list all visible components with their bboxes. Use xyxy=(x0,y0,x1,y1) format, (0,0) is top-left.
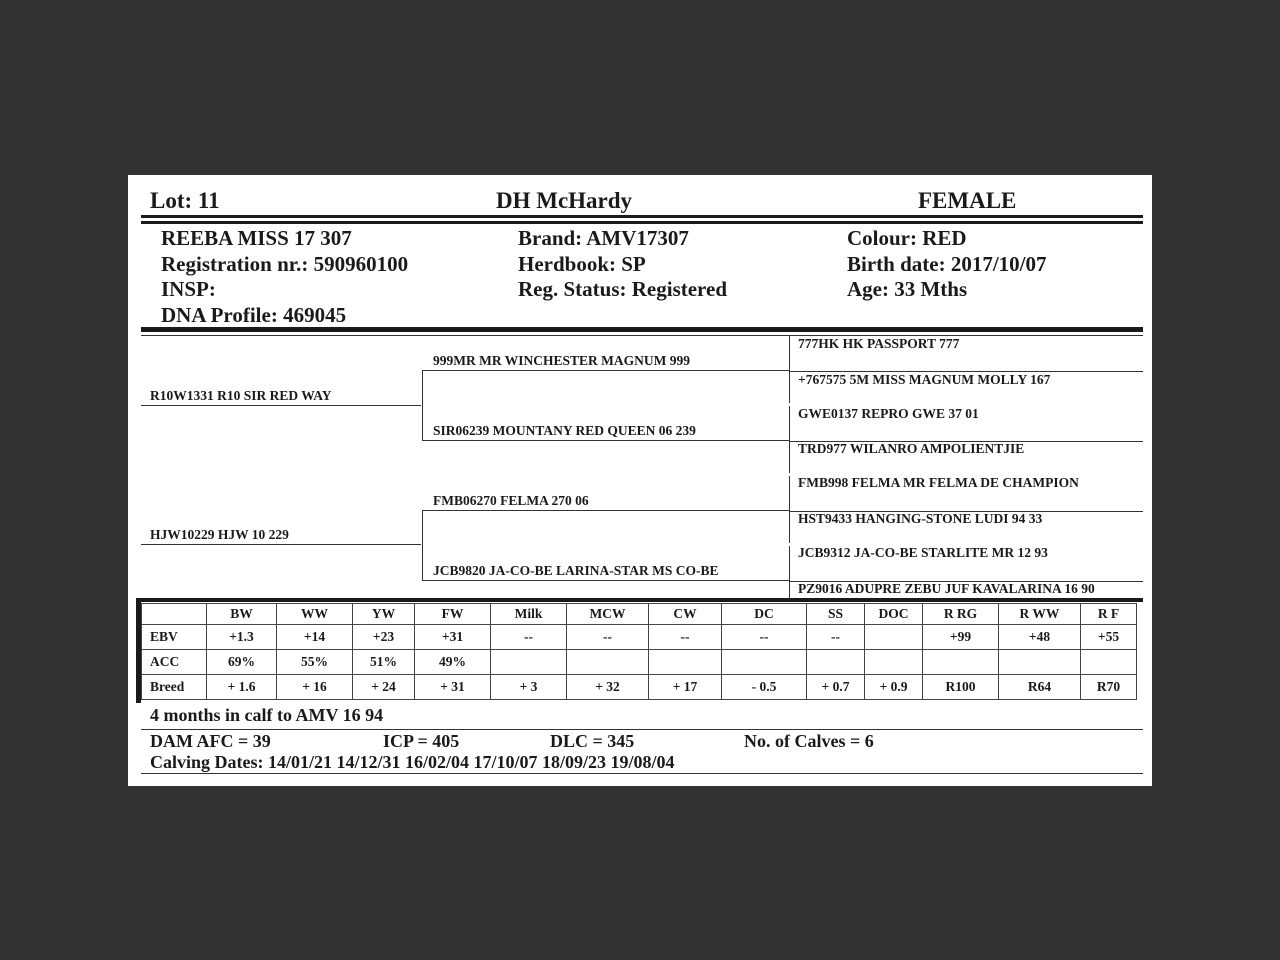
table-cell: R64 xyxy=(999,675,1081,700)
table-cell xyxy=(649,650,722,675)
table-cell xyxy=(865,650,923,675)
header-cell: R WW xyxy=(999,604,1081,625)
birth-date: Birth date: 2017/10/07 xyxy=(847,252,1047,276)
header-cell: R RG xyxy=(923,604,999,625)
table-cell: -- xyxy=(722,625,807,650)
gg-bracket-1 xyxy=(789,336,790,403)
table-cell: -- xyxy=(491,625,567,650)
dam-name: HJW10229 HJW 10 229 xyxy=(150,527,289,542)
ebv-header-row xyxy=(142,604,1137,625)
table-cell: +14 xyxy=(277,625,353,650)
calves-count: No. of Calves = 6 xyxy=(744,731,874,751)
gg-name-3: GWE0137 REPRO GWE 37 01 xyxy=(798,406,979,421)
gg-name-8: PZ9016 ADUPRE ZEBU JUF KAVALARINA 16 90 xyxy=(798,581,1095,596)
table-cell: +48 xyxy=(999,625,1081,650)
table-cell xyxy=(722,650,807,675)
table-cell: + 0.9 xyxy=(865,675,923,700)
row-label: ACC xyxy=(142,650,207,675)
table-row-breed xyxy=(142,675,1137,700)
table-cell xyxy=(567,650,649,675)
registration-number: Registration nr.: 590960100 xyxy=(161,252,409,276)
gg-name-2: +767575 5M MISS MAGNUM MOLLY 167 xyxy=(798,372,1051,387)
info-rule xyxy=(141,327,1143,332)
gg-bracket-2 xyxy=(789,406,790,473)
header-cell: YW xyxy=(353,604,415,625)
table-cell: + 24 xyxy=(353,675,415,700)
lot-card xyxy=(128,175,1152,786)
dam-line xyxy=(141,544,421,545)
dam-sire-line xyxy=(422,510,789,511)
lot-number: Lot: 11 xyxy=(150,188,220,213)
age: Age: 33 Mths xyxy=(847,277,968,301)
dam-dam-line xyxy=(422,580,789,581)
header-cell xyxy=(142,604,207,625)
header-cell: WW xyxy=(277,604,353,625)
table-cell: +99 xyxy=(923,625,999,650)
dam-sire-name: FMB06270 FELMA 270 06 xyxy=(433,493,589,508)
dlc: DLC = 345 xyxy=(550,731,635,751)
table-row-ebv xyxy=(142,625,1137,650)
header-cell: CW xyxy=(649,604,722,625)
table-cell xyxy=(999,650,1081,675)
table-cell: 51% xyxy=(353,650,415,675)
brand: Brand: AMV17307 xyxy=(518,226,689,250)
header-cell: BW xyxy=(207,604,277,625)
header-cell: DOC xyxy=(865,604,923,625)
row-label: EBV xyxy=(142,625,207,650)
table-cell xyxy=(923,650,999,675)
gg-name-4: TRD977 WILANRO AMPOLIENTJIE xyxy=(798,441,1025,456)
table-cell: +55 xyxy=(1081,625,1137,650)
row-label: Breed xyxy=(142,675,207,700)
table-cell xyxy=(807,650,865,675)
header-cell: Milk xyxy=(491,604,567,625)
header-cell: DC xyxy=(722,604,807,625)
table-cell: 55% xyxy=(277,650,353,675)
card-bottom-rule xyxy=(141,773,1143,774)
table-cell xyxy=(865,625,923,650)
dam-afc: DAM AFC = 39 xyxy=(150,731,271,751)
table-cell: -- xyxy=(649,625,722,650)
table-cell: + 17 xyxy=(649,675,722,700)
sire-dam-name: SIR06239 MOUNTANY RED QUEEN 06 239 xyxy=(433,423,696,438)
sire-name: R10W1331 R10 SIR RED WAY xyxy=(150,388,332,403)
sire-sire-name: 999MR MR WINCHESTER MAGNUM 999 xyxy=(433,353,690,368)
table-cell xyxy=(1081,650,1137,675)
ebv-table xyxy=(141,603,1137,700)
sire-dam-line xyxy=(422,440,789,441)
sire-sire-line xyxy=(422,370,789,371)
breeder-name: DH McHardy xyxy=(496,188,633,213)
dam-dam-name: JCB9820 JA-CO-BE LARINA-STAR MS CO-BE xyxy=(433,563,719,578)
gg-bracket-3 xyxy=(789,476,790,543)
table-cell: + 3 xyxy=(491,675,567,700)
gg-name-1: 777HK HK PASSPORT 777 xyxy=(798,336,960,351)
sex-label: FEMALE xyxy=(918,188,1017,213)
header-cell: FW xyxy=(415,604,491,625)
gg-name-7: JCB9312 JA-CO-BE STARLITE MR 12 93 xyxy=(798,545,1048,560)
gg-bracket-4 xyxy=(789,546,790,598)
gg-name-6: HST9433 HANGING-STONE LUDI 94 33 xyxy=(798,511,1043,526)
table-cell: -- xyxy=(567,625,649,650)
table-cell: - 0.5 xyxy=(722,675,807,700)
icp: ICP = 405 xyxy=(383,731,460,751)
in-calf-note: 4 months in calf to AMV 16 94 xyxy=(150,705,384,725)
header-cell: SS xyxy=(807,604,865,625)
colour: Colour: RED xyxy=(847,226,967,250)
table-cell: + 31 xyxy=(415,675,491,700)
header-rule-bottom xyxy=(141,221,1143,224)
table-cell: 49% xyxy=(415,650,491,675)
herdbook: Herdbook: SP xyxy=(518,252,646,276)
table-cell: 69% xyxy=(207,650,277,675)
sire-bracket xyxy=(422,370,423,441)
table-cell: R100 xyxy=(923,675,999,700)
header-cell: R F xyxy=(1081,604,1137,625)
header-cell: MCW xyxy=(567,604,649,625)
table-cell: -- xyxy=(807,625,865,650)
dna-profile: DNA Profile: 469045 xyxy=(161,303,347,327)
table-top-rule xyxy=(136,598,1143,602)
footer-rule xyxy=(141,729,1143,730)
table-cell: +23 xyxy=(353,625,415,650)
dam-bracket xyxy=(422,510,423,581)
reg-status: Reg. Status: Registered xyxy=(518,277,727,301)
table-cell xyxy=(491,650,567,675)
table-row-acc xyxy=(142,650,1137,675)
animal-name: REEBA MISS 17 307 xyxy=(161,226,352,250)
table-cell: + 32 xyxy=(567,675,649,700)
table-cell: +1.3 xyxy=(207,625,277,650)
table-cell: R70 xyxy=(1081,675,1137,700)
insp-field: INSP: xyxy=(161,277,216,301)
gg-name-5: FMB998 FELMA MR FELMA DE CHAMPION xyxy=(798,475,1079,490)
table-cell: + 1.6 xyxy=(207,675,277,700)
table-cell: + 0.7 xyxy=(807,675,865,700)
table-cell: +31 xyxy=(415,625,491,650)
calving-dates: Calving Dates: 14/01/21 14/12/31 16/02/04 17/10/07 18/09/23 19/08/04 xyxy=(150,752,675,772)
sire-line xyxy=(141,405,421,406)
pedigree-top-rule xyxy=(141,335,1143,336)
header-rule-top xyxy=(141,215,1143,218)
table-cell: + 16 xyxy=(277,675,353,700)
